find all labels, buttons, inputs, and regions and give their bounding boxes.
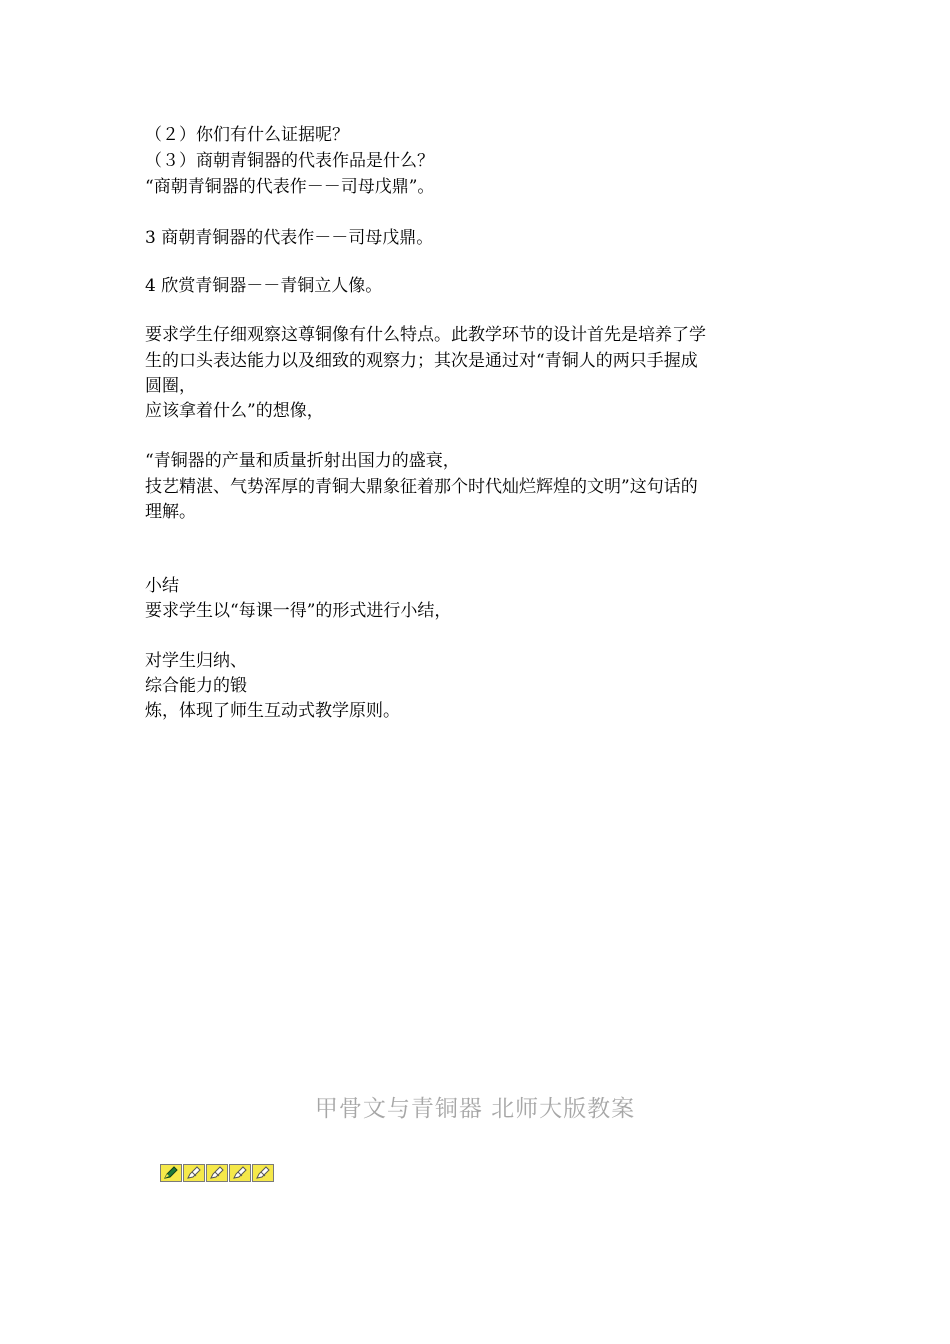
text-line-17: 炼，体现了师生互动式教学原则。 [145, 701, 400, 721]
text-line-8: 圆圈， [145, 376, 196, 396]
rating-cell-2[interactable] [183, 1164, 205, 1182]
pencil-icon [255, 1166, 271, 1180]
pencil-icon [232, 1166, 248, 1180]
text-line-6: 要求学生仔细观察这尊铜像有什么特点。此教学环节的设计首先是培养了学 [145, 325, 706, 345]
text-line-12: 理解。 [145, 502, 196, 522]
text-line-10: “青铜器的产量和质量折射出国力的盛衰， [145, 451, 460, 471]
text-line-16: 综合能力的锻 [145, 676, 247, 696]
text-line-2: （３）商朝青铜器的代表作品是什么？ [145, 151, 434, 171]
text-line-14: 要求学生以“每课一得”的形式进行小结， [145, 601, 452, 621]
rating-cell-3[interactable] [206, 1164, 228, 1182]
rating-cell-5[interactable] [252, 1164, 274, 1182]
text-line-1: （２）你们有什么证据呢？ [145, 125, 349, 145]
footer-title: 甲骨文与青铜器 北师大版教案 [314, 1096, 636, 1122]
pencil-icon [209, 1166, 225, 1180]
text-line-5: 4 欣赏青铜器－－青铜立人像。 [145, 276, 383, 296]
pencil-icon [186, 1166, 202, 1180]
text-line-9: 应该拿着什么”的想像， [145, 401, 324, 421]
section-heading-summary: 小结 [145, 576, 179, 596]
rating-cell-4[interactable] [229, 1164, 251, 1182]
text-line-7: 生的口头表达能力以及细致的观察力；其次是通过对“青铜人的两只手握成 [145, 351, 698, 371]
rating-cell-1[interactable] [160, 1164, 182, 1182]
pencil-icon [163, 1166, 179, 1180]
text-line-3: “商朝青铜器的代表作－－司母戊鼎”。 [145, 177, 435, 197]
text-line-4: 3 商朝青铜器的代表作－－司母戊鼎。 [145, 228, 434, 248]
rating-bar [160, 1164, 274, 1182]
text-line-15: 对学生归纳、 [145, 651, 247, 671]
text-line-11: 技艺精湛、气势浑厚的青铜大鼎象征着那个时代灿烂辉煌的文明”这句话的 [145, 477, 698, 497]
